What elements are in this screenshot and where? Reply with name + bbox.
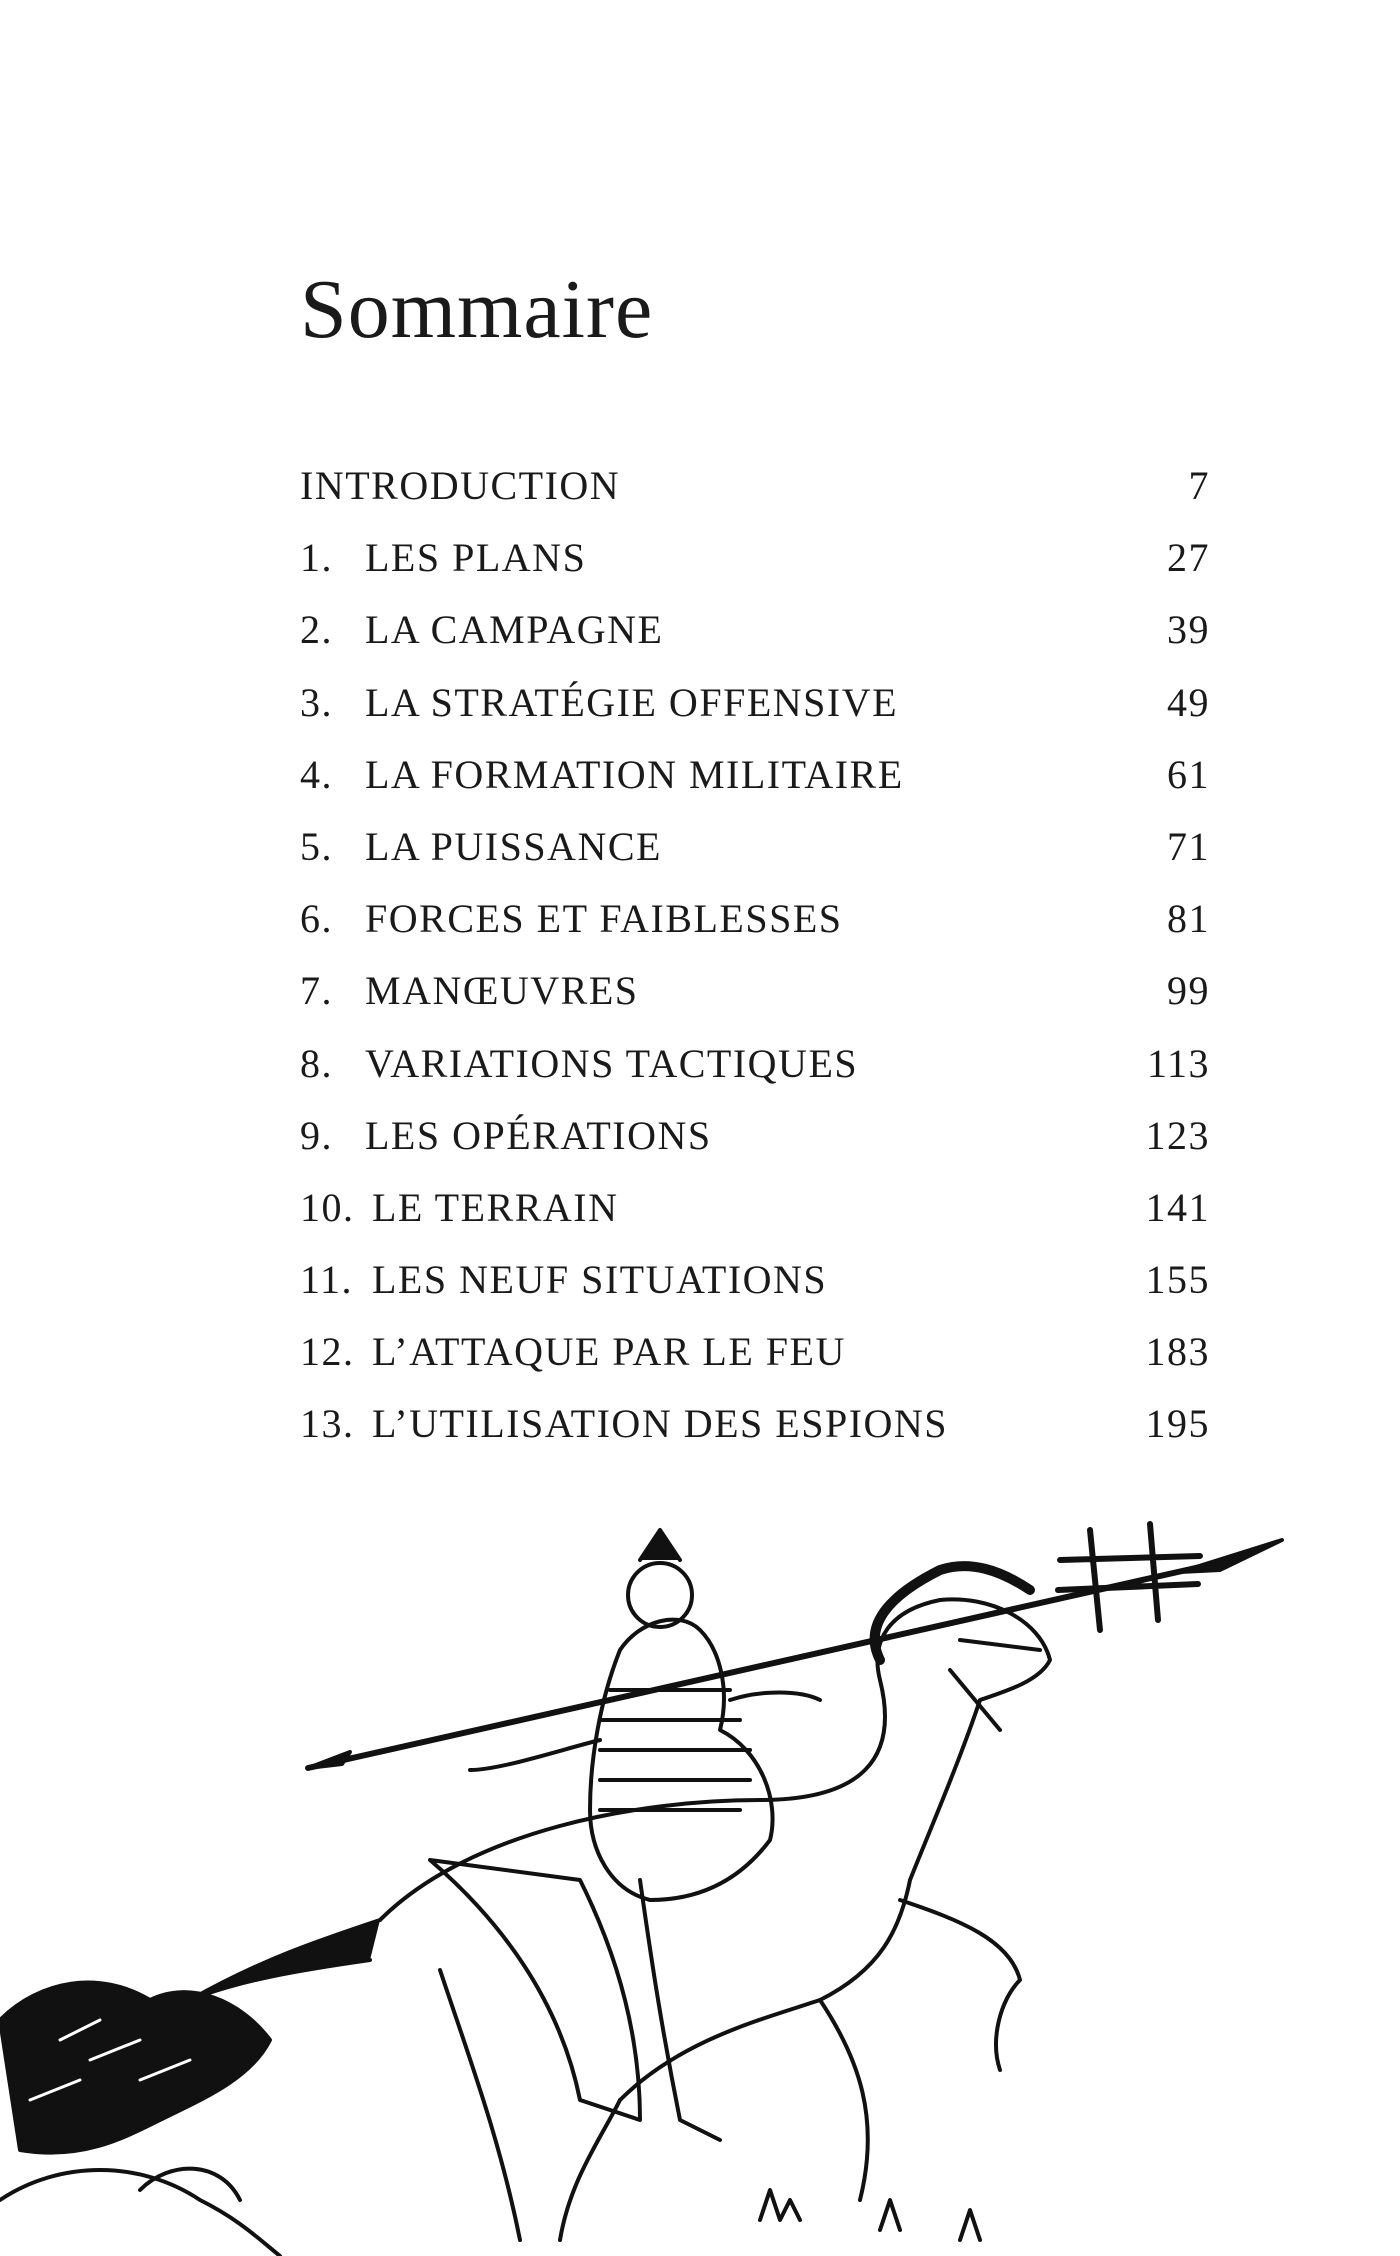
toc-entry-chapter-3[interactable] <box>300 679 1210 751</box>
toc-entry-chapter-9[interactable] <box>300 1112 1210 1184</box>
toc-entry-page: 155 <box>1145 1257 1210 1303</box>
toc-entry-label: L’UTILISATION DES ESPIONS <box>372 1401 949 1447</box>
toc-entry-chapter-13[interactable] <box>300 1400 1210 1472</box>
page-title: Sommaire <box>300 263 654 356</box>
toc-entry-page: 39 <box>1167 607 1210 653</box>
toc-entry-chapter-2[interactable] <box>300 606 1210 678</box>
toc-entry-chapter-11[interactable] <box>300 1256 1210 1328</box>
toc-entry-chapter-8[interactable] <box>300 1040 1210 1112</box>
toc-entry-page: 7 <box>1188 463 1210 508</box>
toc-entry-number: 10. <box>300 1184 355 1230</box>
toc-entry-label: INTRODUCTION <box>300 463 621 508</box>
toc-entry-page: 27 <box>1167 535 1210 581</box>
toc-entry-page: 195 <box>1145 1401 1210 1447</box>
toc-entry-chapter-12[interactable] <box>300 1328 1210 1400</box>
toc-entry-label: FORCES ET FAIBLESSES <box>365 896 843 942</box>
toc-entry-number: 12. <box>300 1329 355 1375</box>
toc-entry-page: 99 <box>1167 968 1210 1014</box>
toc-entry-number: 11. <box>300 1257 354 1303</box>
toc-entry-number: 8. <box>300 1040 333 1086</box>
mounted-warrior-illustration-icon <box>0 1500 1400 2256</box>
toc-entry-chapter-1[interactable] <box>300 534 1210 606</box>
toc-entry-number: 6. <box>300 896 333 942</box>
toc-entry-chapter-10[interactable] <box>300 1184 1210 1256</box>
toc-entry-page: 49 <box>1167 679 1210 725</box>
toc-entry-label: LA PUISSANCE <box>365 823 662 869</box>
toc-entry-number: 5. <box>300 823 333 869</box>
toc-entry-label: MANŒUVRES <box>365 968 639 1014</box>
toc-entry-number: 13. <box>300 1401 355 1447</box>
toc-entry-number: 4. <box>300 751 333 797</box>
toc-entry-page: 81 <box>1167 896 1210 942</box>
toc-entry-label: LES NEUF SITUATIONS <box>372 1257 828 1303</box>
toc-entry-label: L’ATTAQUE PAR LE FEU <box>372 1329 846 1375</box>
toc-entry-page: 183 <box>1145 1329 1210 1375</box>
toc-entry-introduction[interactable] <box>300 462 1210 534</box>
toc-entry-page: 113 <box>1146 1040 1210 1086</box>
toc-entry-chapter-5[interactable] <box>300 823 1210 895</box>
toc-entry-number: 7. <box>300 968 333 1014</box>
toc-entry-page: 123 <box>1145 1112 1210 1158</box>
toc-entry-number: 3. <box>300 679 333 725</box>
toc-entry-page: 61 <box>1167 751 1210 797</box>
toc-entry-label: LA CAMPAGNE <box>365 607 664 653</box>
toc-entry-label: LA FORMATION MILITAIRE <box>365 751 904 797</box>
toc-entry-number: 9. <box>300 1112 333 1158</box>
toc-entry-label: LE TERRAIN <box>372 1184 619 1230</box>
table-of-contents <box>300 462 1210 1473</box>
toc-entry-chapter-4[interactable] <box>300 751 1210 823</box>
toc-entry-number: 2. <box>300 607 333 653</box>
toc-entry-label: LES OPÉRATIONS <box>365 1112 712 1158</box>
toc-entry-label: LES PLANS <box>365 535 587 581</box>
toc-entry-chapter-7[interactable] <box>300 967 1210 1039</box>
toc-entry-label: VARIATIONS TACTIQUES <box>365 1040 859 1086</box>
toc-entry-page: 71 <box>1167 823 1210 869</box>
toc-entry-chapter-6[interactable] <box>300 895 1210 967</box>
toc-entry-label: LA STRATÉGIE OFFENSIVE <box>365 679 899 725</box>
toc-entry-number: 1. <box>300 535 333 581</box>
toc-entry-page: 141 <box>1145 1184 1210 1230</box>
